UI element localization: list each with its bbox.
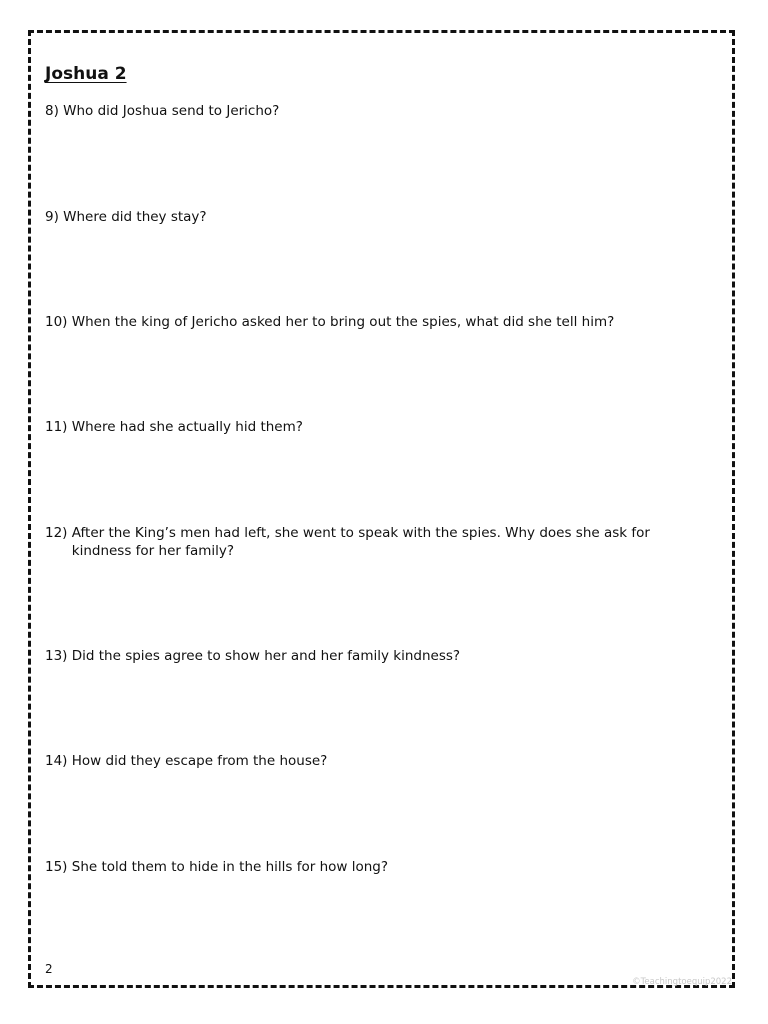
question-text: Who did Joshua send to Jericho?	[63, 103, 280, 119]
question-text: Where did they stay?	[63, 209, 207, 225]
question-14	[45, 752, 685, 770]
question-text: After the King’s men had left, she went to speak with the spies. Why does she ask for kindness for her family?	[71, 525, 650, 559]
question-number: 9)	[45, 209, 59, 225]
question-9	[45, 208, 685, 226]
question-text: Where had she actually hid them?	[71, 419, 303, 435]
question-number: 13)	[45, 648, 68, 664]
page-number: 2	[45, 962, 53, 976]
question-text: How did they escape from the house?	[71, 753, 328, 769]
question-number: 8)	[45, 103, 59, 119]
question-number: 15)	[45, 859, 68, 875]
question-10	[45, 313, 685, 331]
question-number: 14)	[45, 753, 68, 769]
question-number: 12)	[45, 525, 68, 541]
question-text: When the king of Jericho asked her to bring out the spies, what did she tell him?	[71, 314, 615, 330]
question-15	[45, 858, 685, 876]
question-12	[45, 524, 685, 560]
dashed-page-border	[28, 30, 735, 988]
question-text: She told them to hide in the hills for how long?	[71, 859, 389, 875]
worksheet-title: Joshua 2	[45, 64, 127, 84]
question-8	[45, 102, 685, 120]
question-13	[45, 647, 685, 665]
question-number: 11)	[45, 419, 68, 435]
copyright-notice: ©Teachingtoequip2022	[632, 977, 732, 987]
question-text: Did the spies agree to show her and her family kindness?	[71, 648, 461, 664]
question-number: 10)	[45, 314, 68, 330]
question-11	[45, 418, 685, 436]
